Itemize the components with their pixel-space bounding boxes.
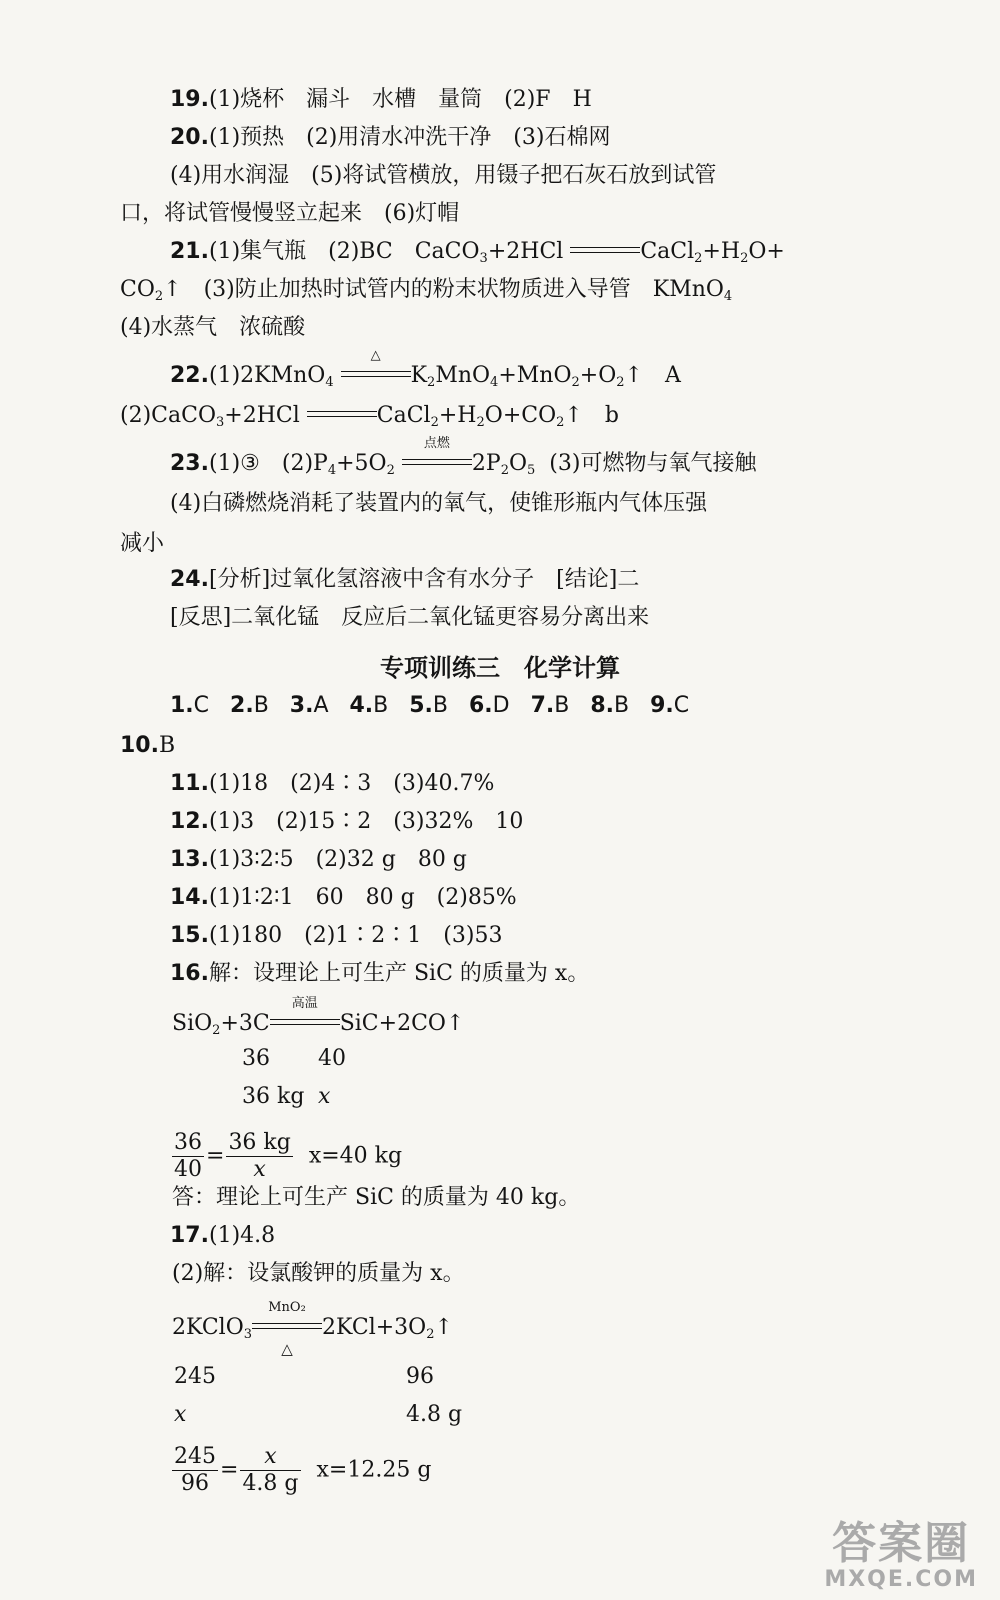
q10-text: B — [158, 733, 176, 758]
mc-item — [590, 693, 629, 718]
mc-num: 5. — [409, 693, 433, 718]
sub: 3 — [215, 415, 225, 430]
q16-e2: +3C — [220, 1011, 270, 1036]
q23-t4: O — [508, 451, 528, 476]
q11-number: 11. — [170, 771, 209, 796]
heat-symbol: △ — [281, 1340, 293, 1358]
mc-ans: B — [614, 693, 630, 718]
q20-line1 — [170, 124, 610, 152]
q16-proportion — [170, 1130, 402, 1183]
q12-line — [170, 808, 523, 836]
q23-t3: 2P — [471, 451, 501, 476]
fraction — [172, 1444, 218, 1497]
mc-ans: B — [253, 693, 269, 718]
mc-ans: B — [432, 693, 449, 718]
q17-part1: (1)4.8 — [208, 1223, 276, 1248]
q21-t4: +H — [702, 239, 741, 264]
q21-t1: (1)集气瓶 (2)BC CaCO — [208, 239, 480, 264]
q12-number: 12. — [170, 809, 209, 834]
mc-num: 3. — [289, 693, 314, 718]
watermark-top: 答案圈 — [832, 1518, 971, 1569]
fraction — [226, 1130, 292, 1183]
q20-line3: 口，将试管慢慢竖立起来 (6)灯帽 — [120, 201, 460, 226]
q23-line1 — [170, 436, 757, 478]
q23-t2: +5O — [336, 451, 387, 476]
q21-line2 — [120, 276, 732, 304]
q17-result: x=12.25 g — [316, 1457, 432, 1483]
q17-equation — [172, 1300, 453, 1358]
sub: 4 — [490, 375, 499, 390]
sub: 2 — [212, 1023, 221, 1038]
equals: = — [220, 1457, 239, 1483]
q16-ratio1-a: 36 — [242, 1046, 270, 1071]
watermark-logo — [824, 1518, 978, 1592]
mc-num: 7. — [530, 693, 555, 718]
q17-line1 — [170, 1222, 275, 1250]
q19-text: (1)烧杯 漏斗 水槽 量筒 (2)F H — [208, 87, 592, 112]
fraction — [172, 1130, 204, 1183]
denominator: x — [253, 1157, 266, 1182]
q17-ratio2-a: x — [174, 1402, 187, 1427]
q16-result: x=40 kg — [308, 1143, 403, 1169]
numerator: 245 — [174, 1444, 216, 1469]
mc-item — [170, 693, 209, 718]
q21-line1 — [170, 238, 785, 266]
q11-text: (1)18 (2)4∶3 (3)40.7% — [208, 771, 495, 796]
mc-num: 1. — [170, 693, 194, 718]
sub: 3 — [479, 251, 488, 266]
q17-ratio1-a: 245 — [174, 1364, 216, 1389]
q16-e3: SiC+2CO↑ — [339, 1011, 465, 1036]
q14-text: (1)1∶2∶1 60 80 g (2)85% — [208, 885, 517, 910]
numerator: 36 — [174, 1130, 202, 1155]
q16-intro — [170, 960, 589, 988]
section-title: 专项训练三 化学计算 — [380, 654, 620, 682]
q16-ratio2-a: 36 kg — [242, 1084, 305, 1109]
mc-answers — [170, 692, 689, 720]
q16-e1: SiO — [172, 1011, 213, 1036]
q23-number: 23. — [170, 451, 209, 476]
hightemp-label: 高温 — [291, 996, 318, 1011]
q21-t2: +2HCl — [487, 239, 564, 264]
numerator: 36 kg — [228, 1130, 291, 1155]
q22-t7: (2)CaCO — [120, 403, 216, 428]
mc-ans: C — [673, 693, 690, 718]
watermark-bottom: MXQE.COM — [824, 1567, 978, 1592]
heat-symbol: △ — [370, 348, 381, 363]
q17-proportion — [170, 1444, 431, 1497]
mc-ans: B — [373, 693, 389, 718]
q22-number: 22. — [170, 363, 209, 388]
reaction-arrow-catalyst — [252, 1300, 322, 1358]
q16-answer: 答：理论上可生产 SiC 的质量为 40 kg。 — [172, 1185, 581, 1210]
mc-item — [469, 693, 510, 718]
denominator: 96 — [181, 1471, 209, 1496]
sub: 2 — [476, 415, 485, 430]
q17-ratio2-b: 4.8 g — [406, 1402, 463, 1427]
q17-e1: 2KClO — [172, 1315, 244, 1340]
q20-number: 20. — [170, 125, 209, 150]
ignite-label: 点燃 — [423, 436, 450, 451]
q19-line — [170, 86, 592, 114]
sub: 2 — [694, 251, 703, 266]
q16-ratio2-b: x — [318, 1084, 331, 1109]
sub: 2 — [386, 463, 395, 478]
q21-number: 21. — [170, 239, 209, 264]
q13-line — [170, 846, 467, 874]
sub: 4 — [325, 375, 334, 390]
q22-t6: ↑ A — [624, 363, 681, 388]
equals: = — [206, 1143, 225, 1169]
q13-number: 13. — [170, 847, 209, 872]
sub: 2 — [500, 463, 509, 478]
q17-e2: 2KCl+3O — [322, 1315, 427, 1340]
sub: 5 — [527, 463, 536, 478]
sub: 2 — [740, 251, 749, 266]
mc-ans: B — [554, 693, 570, 718]
sub: 2 — [556, 415, 565, 430]
q21-t6: ↑ (3)防止加热时试管内的粉末状物质进入导管 KMnO — [163, 277, 724, 302]
sub: 4 — [723, 289, 733, 304]
q11-line — [170, 770, 494, 798]
mc-ans: A — [313, 693, 329, 718]
sub: 2 — [154, 289, 164, 304]
sub: 2 — [616, 375, 625, 390]
q22-t12: ↑ b — [564, 403, 619, 428]
mc-ans: C — [193, 693, 210, 718]
q13-text: (1)3∶2∶5 (2)32 g 80 g — [208, 847, 467, 872]
q21-co: CO — [120, 277, 155, 302]
q22-t3: MnO — [435, 363, 491, 388]
mc-item — [531, 693, 570, 718]
q22-t2: K — [410, 363, 428, 388]
q23-t5: (3)可燃物与氧气接触 — [549, 451, 757, 476]
q21-t5: O+ — [748, 239, 785, 264]
q14-number: 14. — [170, 885, 209, 910]
q20-line2: (4)用水润湿 (5)将试管横放，用镊子把石灰石放到试管 — [170, 163, 717, 188]
q15-number: 15. — [170, 923, 209, 948]
q17-intro: (2)解：设氯酸钾的质量为 x。 — [172, 1261, 465, 1286]
mc-num: 6. — [469, 693, 493, 718]
q22-t5: +O — [579, 363, 617, 388]
q22-line1 — [170, 348, 681, 390]
q22-t8: +2HCl — [224, 403, 300, 428]
mc-item — [350, 693, 389, 718]
mc-item — [409, 693, 448, 718]
sub: 2 — [430, 415, 439, 430]
q17-e3: ↑ — [434, 1315, 453, 1340]
mc-ans: D — [492, 693, 510, 718]
q16-number: 16. — [170, 961, 209, 986]
q24-number: 24. — [170, 567, 209, 592]
q24-line1 — [170, 566, 639, 594]
q15-line — [170, 922, 502, 950]
q24-text1: [分析]过氧化氢溶液中含有水分子 [结论]二 — [208, 567, 640, 592]
mc-item — [230, 693, 269, 718]
denominator: 4.8 g — [242, 1471, 299, 1496]
sub: 2 — [426, 1327, 435, 1342]
q23-t1: (1)③ (2)P — [208, 451, 328, 476]
q20-text1: (1)预热 (2)用清水冲洗干净 (3)石棉网 — [208, 125, 611, 150]
q22-t4: +MnO — [498, 363, 572, 388]
reaction-arrow — [307, 402, 377, 430]
fraction — [240, 1444, 300, 1497]
reaction-arrow-heat — [341, 348, 411, 390]
q21-t3: CaCl — [640, 239, 695, 264]
q23-line2: (4)白磷燃烧消耗了装置内的氧气，使锥形瓶内气体压强 — [170, 491, 708, 516]
denominator: 40 — [174, 1157, 202, 1182]
reaction-arrow — [570, 238, 640, 266]
q22-t1: (1)2KMnO — [208, 363, 326, 388]
sub: 4 — [327, 463, 337, 478]
mc-num: 9. — [650, 693, 674, 718]
q22-t10: +H — [438, 403, 477, 428]
numerator: x — [240, 1444, 300, 1471]
q14-line — [170, 884, 517, 912]
q15-text: (1)180 (2)1∶2∶1 (3)53 — [208, 923, 503, 948]
mc-num: 2. — [230, 693, 254, 718]
q12-text: (1)3 (2)15∶2 (3)32% 10 — [208, 809, 524, 834]
mc-item — [290, 693, 329, 718]
reaction-arrow-ignite — [402, 436, 472, 478]
q10-number: 10. — [120, 733, 159, 758]
q16-ratio1-b: 40 — [318, 1046, 346, 1071]
q22-t11: O+CO — [484, 403, 557, 428]
sub: 2 — [571, 375, 580, 390]
q16-intro-text: 解：设理论上可生产 SiC 的质量为 x。 — [208, 961, 590, 986]
q21-line3: (4)水蒸气 浓硫酸 — [120, 315, 306, 340]
q19-number: 19. — [170, 87, 209, 112]
q16-equation — [172, 996, 465, 1038]
q22-line2 — [120, 402, 619, 430]
q10-line — [120, 732, 175, 760]
q24-line2: [反思]二氧化锰 反应后二氧化锰更容易分离出来 — [170, 605, 650, 630]
sub: 2 — [427, 375, 436, 390]
mc-num: 4. — [349, 693, 374, 718]
mc-item — [650, 693, 689, 718]
mc-num: 8. — [590, 693, 615, 718]
catalyst-label: MnO₂ — [268, 1300, 306, 1315]
q17-number: 17. — [170, 1223, 209, 1248]
reaction-arrow-hightemp — [270, 996, 340, 1038]
sub: 3 — [243, 1327, 253, 1342]
q23-line3: 减小 — [120, 531, 165, 556]
q17-ratio1-b: 96 — [406, 1364, 434, 1389]
q22-t9: CaCl — [376, 403, 431, 428]
